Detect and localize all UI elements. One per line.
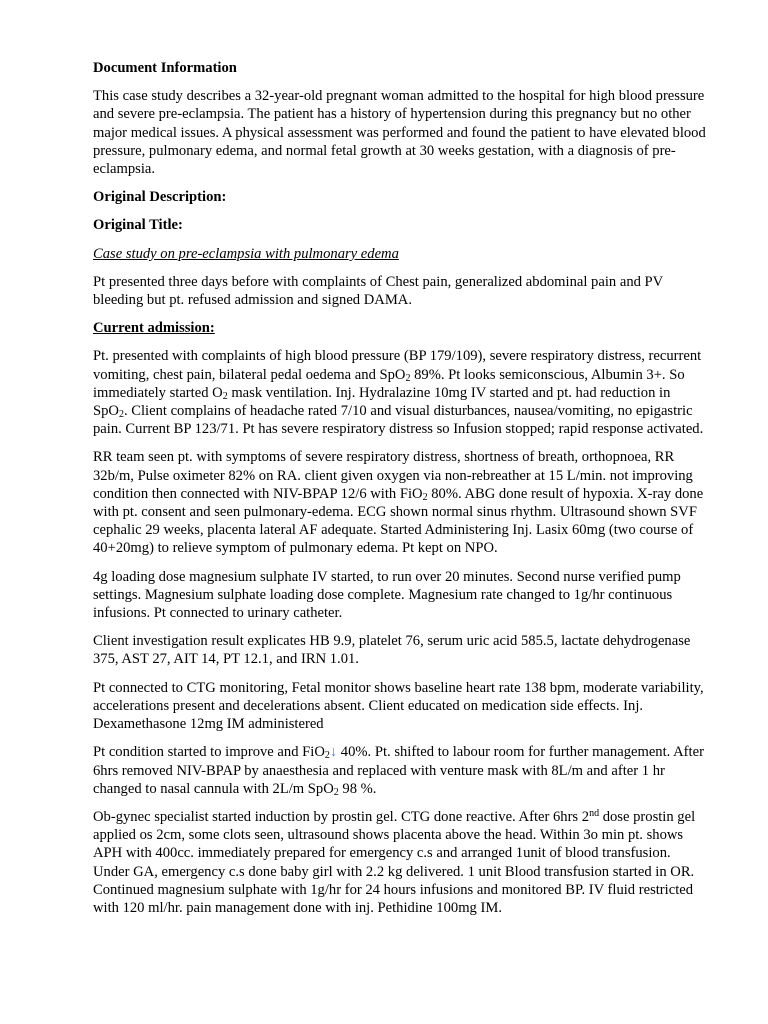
rr-text-a: RR team seen pt. with symptoms of severe respiratory distress, shortness of breath, orthopnoea, RR 32b/m, Pulse oximeter 82% on RA. client given oxygen via non-rebreather at 15 L/min. not improving condition then connected with NIV-BPAP 12/6 with FiO <box>93 449 693 502</box>
improve-text-c: 98 %. <box>338 780 377 797</box>
ctg-paragraph: Pt connected to CTG monitoring, Fetal monitor shows baseline heart rate 138 bpm, moderate variability, accelerations present and decelerations absent. Client educated on medication side effects. Inj. Dexamethasone 12mg IM administered <box>93 679 704 733</box>
improve-text-b: 40%. Pt. shifted to labour room for further management. After 6hrs removed NIV-BPAP by anaesthesia and replaced with venture mask with 8L/m and after 1 hr changed to nasal cannula with 2L/m SpO <box>93 744 704 797</box>
original-description-heading: Original Description: <box>93 189 227 206</box>
rr-team-paragraph <box>93 448 708 557</box>
admission-text-a: Pt. presented with complaints of high blood pressure (BP 179/109), severe respiratory distress, recurrent vomiting, chest pain, bilateral pedal oedema and SpO <box>93 348 702 383</box>
subscript: 2 <box>222 390 228 402</box>
down-arrow-icon: ↓ <box>329 744 338 761</box>
admission-text-d: . Client complains of headache rated 7/10 and visual disturbances, nausea/vomiting, no epigastric pain. Current BP 123/71. Pt has severe respiratory distress so Infusion stopped; rapid response activated. <box>93 403 704 438</box>
subscript: 2 <box>405 372 411 384</box>
presentation-paragraph: Pt presented three days before with complaints of Chest pain, generalized abdominal pain and PV bleeding but pt. refused admission and signed DAMA. <box>93 273 663 309</box>
obgyn-text-b: dose prostin gel applied os 2cm, some clots seen, ultrasound shows placenta above the head. Within 3o min pt. shows APH with 400cc. immediately prepared for emergency c.s and arranged 1unit of blood transfusion. Under GA, emergency c.s done baby girl with 2.2 kg delivered. 1 unit Blood transfusion started in OR. Continued magnesium sulphate with 1g/hr for 24 hours infusions and monitored BP. IV fluid restricted with 120 ml/hr. pain management done with inj. Pethidine 100mg IM. <box>93 808 696 916</box>
admission-text-c: mask ventilation. Inj. Hydralazine 10mg IV started and pt. had reduction in SpO <box>93 384 671 420</box>
improvement-paragraph <box>93 743 708 798</box>
subscript: 2 <box>422 491 428 503</box>
subscript: 2 <box>324 750 330 762</box>
admission-paragraph <box>93 347 708 438</box>
document-info-text: This case study describes a 32-year-old pregnant woman admitted to the hospital for high blood pressure and severe pre-eclampsia. The patient has a history of hypertension during this pregnancy but no other major medical issues. A physical assessment was performed and found the patient to have elevated blood pressure, pulmonary edema, and normal fetal growth at 30 weeks gestation, with a diagnosis of pre-eclampsia. <box>93 88 706 178</box>
case-study-title: Case study on pre-eclampsia with pulmonary edema <box>93 245 399 262</box>
investigation-paragraph: Client investigation result explicates HB 9.9, platelet 76, serum uric acid 585.5, lactate dehydrogenase 375, AST 27, AIT 14, PT 12.1, and IRN 1.01. <box>93 633 691 668</box>
superscript: nd <box>589 807 600 819</box>
subscript: 2 <box>118 409 124 421</box>
subscript: 2 <box>333 786 339 798</box>
original-title-heading: Original Title: <box>93 217 183 234</box>
magnesium-paragraph: 4g loading dose magnesium sulphate IV started, to run over 20 minutes. Second nurse verified pump settings. Magnesium sulphate loading dose complete. Magnesium rate changed to 1g/hr continuous infusions. Pt connected to urinary catheter. <box>93 568 681 622</box>
rr-text-b: 80%. ABG done result of hypoxia. X-ray done with pt. consent and seen pulmonary-edema. ECG shown normal sinus rhythm. Ultrasound shown SVF cephalic 29 weeks, placenta lateral AF adequate. Started Administering Inj. Lasix 60mg (two course of 40+20mg) to relieve symptom of pulmonary edema. Pt kept on NPO. <box>93 485 704 557</box>
obgyn-text-a: Ob-gynec specialist started induction by prostin gel. CTG done reactive. After 6hrs 2 <box>93 808 590 825</box>
document-info-heading: Document Information <box>93 60 237 76</box>
current-admission-heading: Current admission: <box>93 320 215 337</box>
improve-text-a: Pt condition started to improve and FiO <box>93 744 325 761</box>
admission-text-b: 89%. Pt looks semiconscious, Albumin 3+. So immediately started O <box>93 366 685 401</box>
obgyn-paragraph <box>93 808 708 917</box>
